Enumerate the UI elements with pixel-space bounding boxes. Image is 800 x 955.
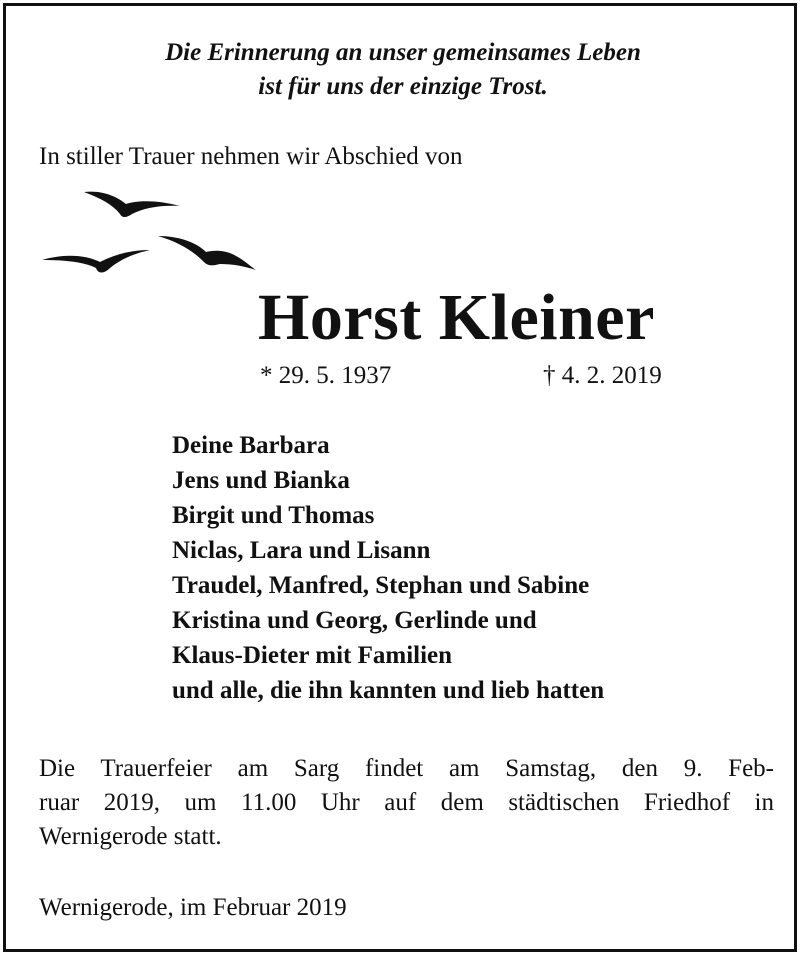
flying-birds-icon <box>40 186 270 291</box>
ceremony-notice <box>39 752 774 854</box>
list-item: Jens und Bianka <box>172 467 350 494</box>
place-and-date: Wernigerode, im Februar 2019 <box>39 894 347 921</box>
birth-date: * 29. 5. 1937 <box>260 362 392 389</box>
motto-quote <box>6 36 800 104</box>
bird-icon <box>158 236 256 270</box>
death-date: † 4. 2. 2019 <box>543 362 662 389</box>
list-item: Klaus-Dieter mit Familien <box>172 642 453 669</box>
ceremony-line-2: ruar 2019, um 11.00 Uhr auf dem städtischen Friedhof in <box>39 789 774 816</box>
motto-line-1: Die Erinnerung an unser gemeinsames Leben <box>165 39 641 66</box>
motto-line-2: ist für uns der einzige Trost. <box>258 73 548 100</box>
mourners-list <box>172 428 604 708</box>
list-item: Kristina und Georg, Gerlinde und <box>172 607 537 634</box>
ceremony-line-3: Wernigerode statt. <box>39 823 222 850</box>
obituary-frame <box>3 3 797 952</box>
list-item: Deine Barbara <box>172 432 330 459</box>
bird-icon <box>84 192 180 217</box>
list-item: Traudel, Manfred, Stephan und Sabine <box>172 572 590 599</box>
list-item: Birgit und Thomas <box>172 502 375 529</box>
list-item: und alle, die ihn kannten und lieb hatten <box>172 677 605 704</box>
bird-icon <box>42 250 150 273</box>
intro-text: In stiller Trauer nehmen wir Abschied von <box>39 143 463 170</box>
list-item: Niclas, Lara und Lisann <box>172 537 431 564</box>
ceremony-line-1: Die Trauerfeier am Sarg findet am Samstag, den 9. Feb- <box>39 755 774 782</box>
deceased-name: Horst Kleiner <box>258 281 655 354</box>
